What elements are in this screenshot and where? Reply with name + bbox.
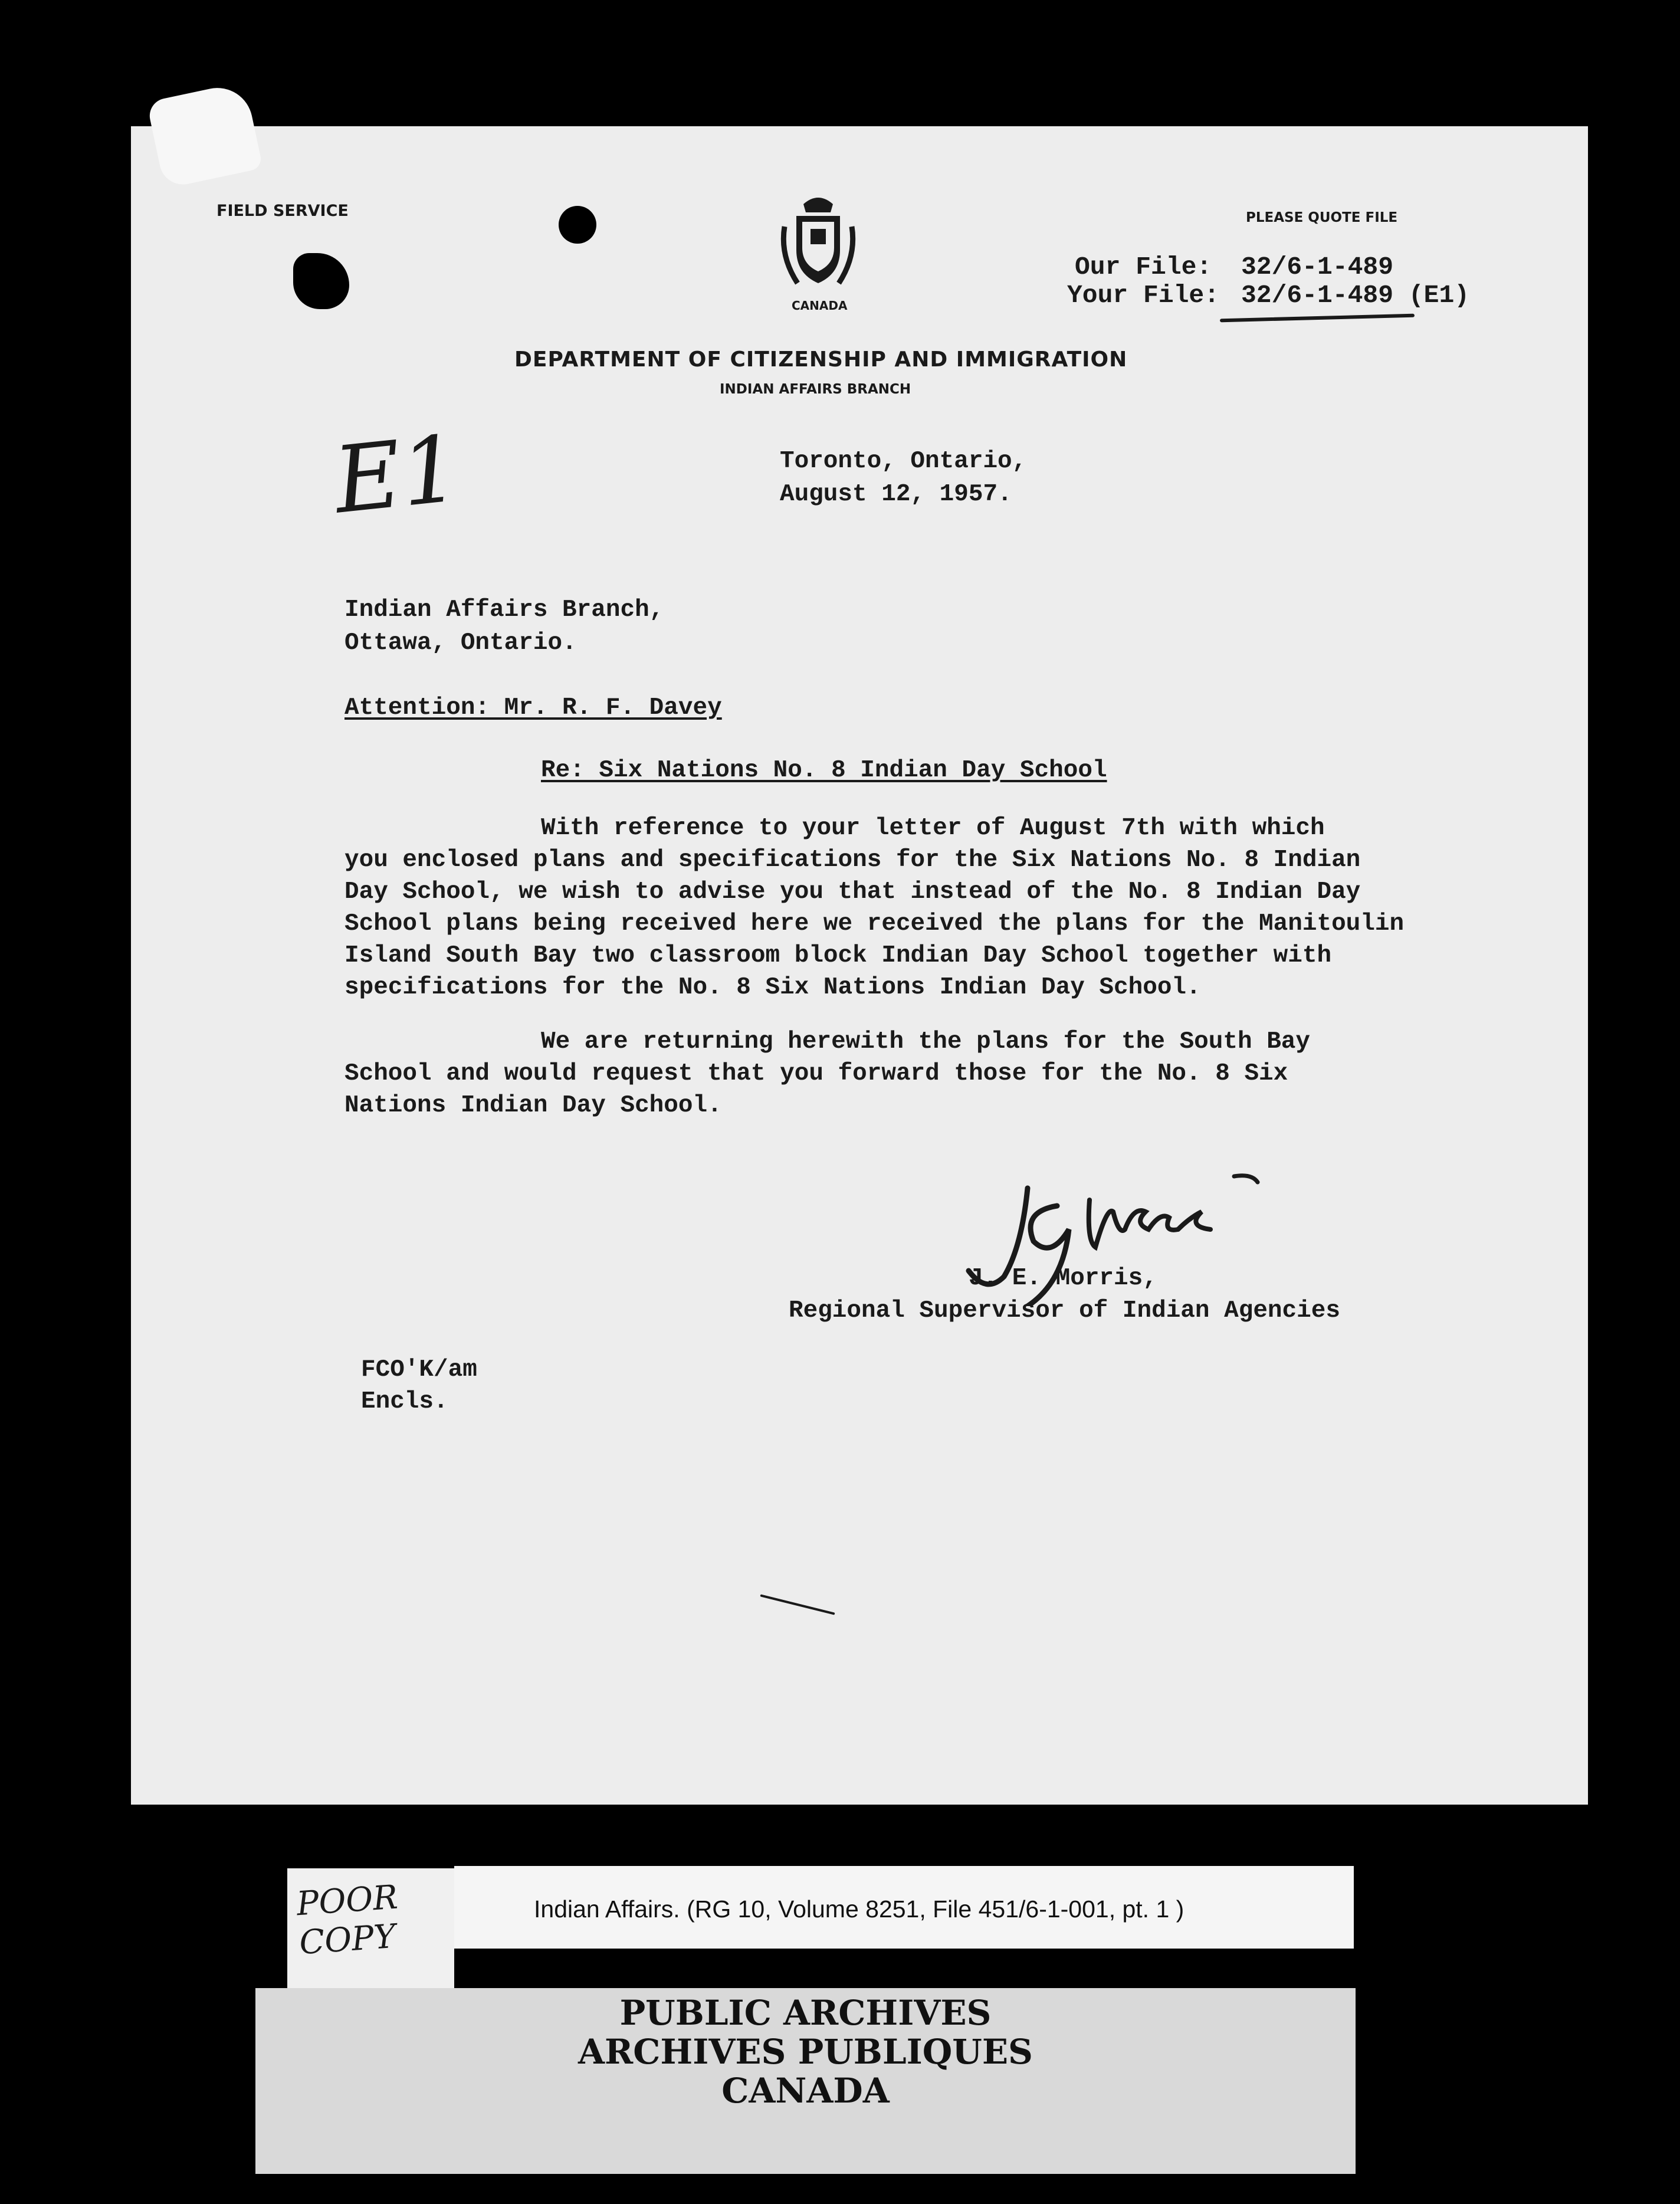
archive-citation-text: Indian Affairs. (RG 10, Volume 8251, File 451/6-1-001, pt. 1 ): [534, 1895, 1184, 1923]
recipient-line-2: Ottawa, Ontario.: [344, 629, 577, 657]
stamp-line-3: CANADA: [721, 2071, 890, 2111]
archive-citation-label: [454, 1866, 1354, 1949]
signatory-name: J. E. Morris,: [969, 1265, 1157, 1292]
paragraph-1-line-6: specifications for the No. 8 Six Nations Indian Day School.: [344, 974, 1201, 1001]
stray-pen-mark: [760, 1594, 835, 1615]
paragraph-2-line-1: We are returning herewith the plans for the South Bay: [541, 1028, 1311, 1055]
letter-page: [131, 126, 1588, 1805]
torn-corner: [146, 81, 262, 189]
poor-copy-handwriting: POOR COPY: [295, 1878, 399, 1963]
paragraph-1-line-2: you enclosed plans and specifications for the Six Nations No. 8 Indian: [344, 847, 1361, 874]
our-file-label: Our File:: [1075, 252, 1212, 281]
subject-line: Re: Six Nations No. 8 Indian Day School: [541, 757, 1107, 784]
reference-initials: FCO'K/am: [361, 1356, 477, 1383]
stamp-line-1: PUBLIC ARCHIVES: [619, 1993, 992, 2033]
paragraph-1-line-1: With reference to your letter of August 7th with which: [541, 815, 1325, 842]
department-title: DEPARTMENT OF CITIZENSHIP AND IMMIGRATION: [514, 347, 1128, 372]
letter-place: Toronto, Ontario,: [780, 448, 1027, 475]
damage-mark: [293, 253, 349, 309]
country-label: CANADA: [792, 299, 848, 313]
enclosures-note: Encls.: [361, 1388, 448, 1415]
handwritten-underline: [1220, 314, 1415, 323]
stamp-line-2: ARCHIVES PUBLIQUES: [578, 2032, 1033, 2072]
public-archives-stamp: [255, 1988, 1356, 2174]
paragraph-2-line-3: Nations Indian Day School.: [344, 1092, 722, 1119]
paragraph-2-line-2: School and would request that you forward those for the No. 8 Six: [344, 1060, 1288, 1087]
poor-copy-tag: [287, 1868, 454, 1990]
paragraph-1-line-5: Island South Bay two classroom block Indian Day School together with: [344, 942, 1332, 969]
your-file-label: Your File:: [1067, 281, 1220, 310]
your-file-number: 32/6-1-489 (E1): [1241, 281, 1470, 310]
branch-title: INDIAN AFFAIRS BRANCH: [720, 382, 911, 397]
our-file-number: 32/6-1-489: [1241, 252, 1394, 281]
please-quote-file-note: PLEASE QUOTE FILE: [1246, 210, 1398, 225]
punch-hole: [559, 206, 596, 244]
attention-line: Attention: Mr. R. F. Davey: [344, 694, 722, 721]
paragraph-1-line-4: School plans being received here we received the plans for the Manitoulin: [344, 910, 1405, 937]
letter-date: August 12, 1957.: [780, 481, 1012, 508]
field-service-label: FIELD SERVICE: [216, 202, 349, 220]
paragraph-1-line-3: Day School, we wish to advise you that instead of the No. 8 Indian Day: [344, 878, 1361, 906]
signatory-title: Regional Supervisor of Indian Agencies: [789, 1297, 1340, 1324]
recipient-line-1: Indian Affairs Branch,: [344, 596, 664, 624]
coat-of-arms-emblem: [780, 191, 857, 294]
handwritten-e1-annotation: E1: [329, 415, 465, 534]
